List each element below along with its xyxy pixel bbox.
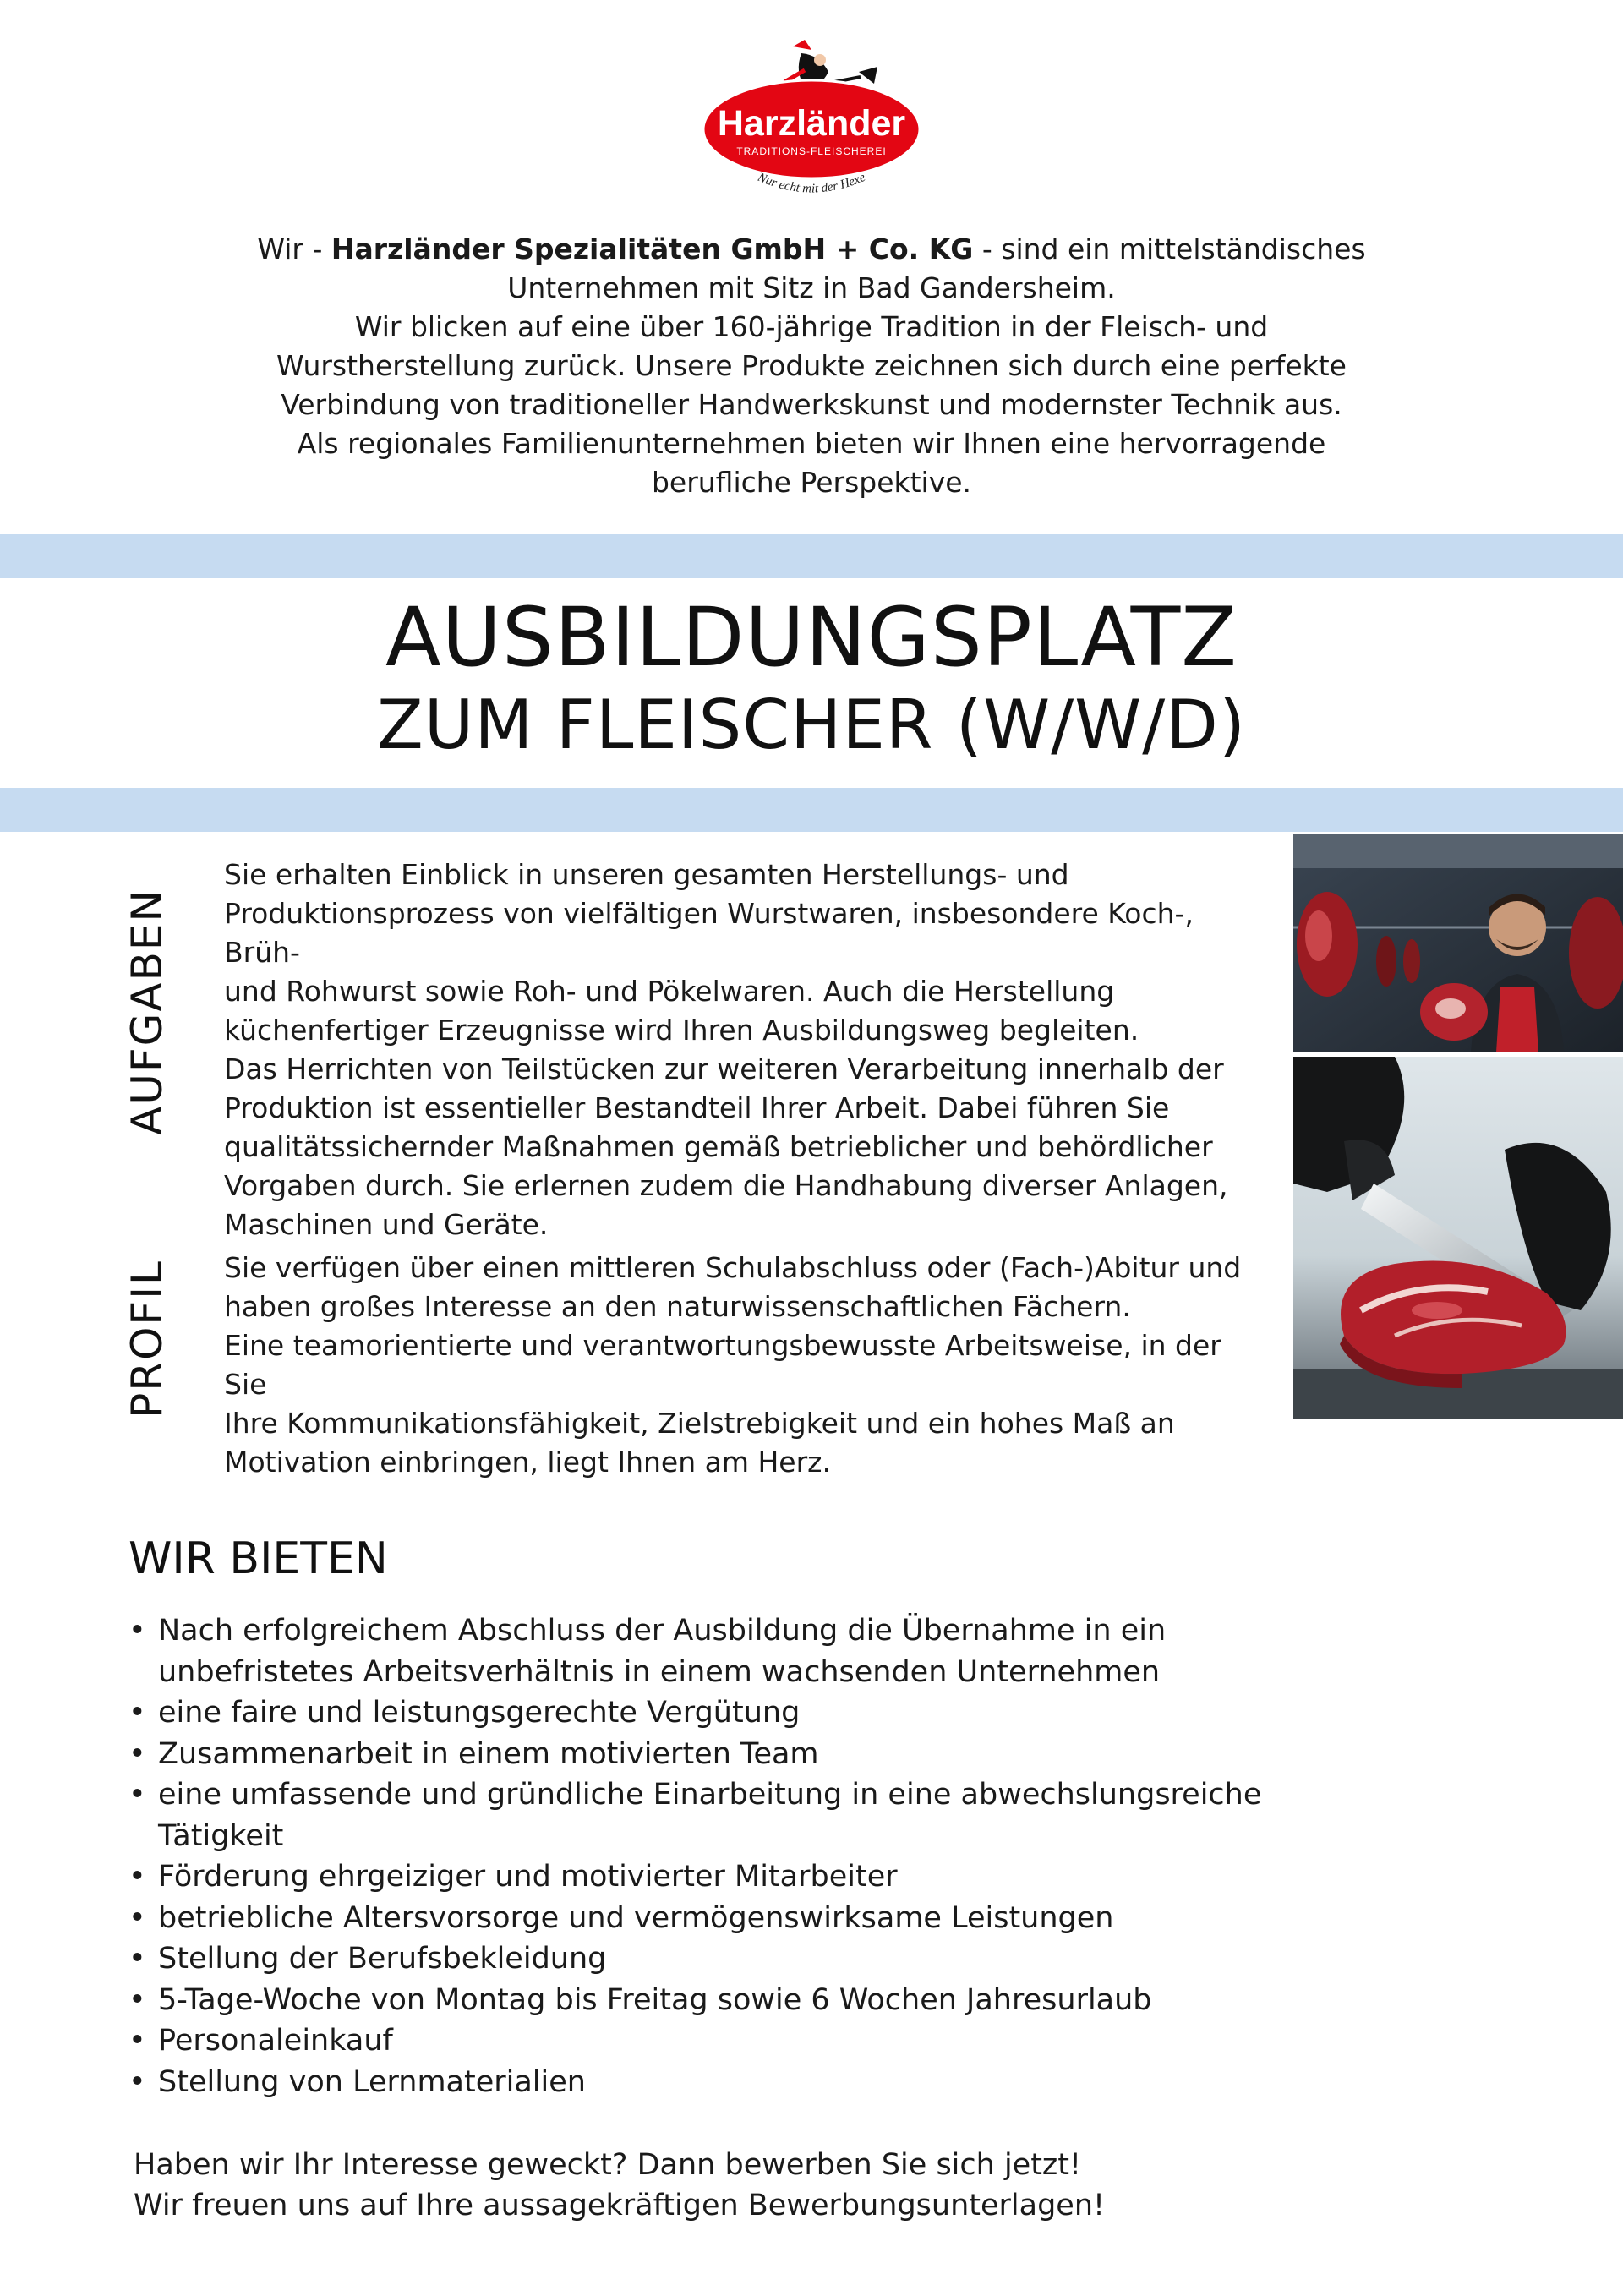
butcher-with-meat-image xyxy=(1293,834,1623,1052)
company-logo xyxy=(693,38,930,207)
profil-line: Ihre Kommunikationsfähigkeit, Zielstrebigkeit und ein hohes Maß an xyxy=(224,1407,1175,1440)
offer-item: • Zusammenarbeit in einem motivierten Team xyxy=(128,1734,1312,1775)
offer-list xyxy=(128,1610,1312,2102)
closing-text xyxy=(134,2145,1402,2226)
closing-line-2: Wir freuen uns auf Ihre aussagekräftigen Bewerbungsunterlagen! xyxy=(134,2189,1106,2222)
divider-band-bottom xyxy=(0,788,1623,832)
job-title-line-1: AUSBILDUNGSPLATZ xyxy=(385,590,1238,685)
job-title-line-2: ZUM FLEISCHER (W/W/D) xyxy=(376,686,1247,764)
harzlaender-logo-graphic xyxy=(693,38,930,207)
aufgaben-line: küchenfertiger Erzeugnisse wird Ihren Ausbildungsweg begleiten. xyxy=(224,1014,1139,1047)
profil-line: Eine teamorientierte und verantwortungsbewusste Arbeitsweise, in der Sie xyxy=(224,1329,1221,1401)
logo-tagline: Nur echt mit der Hexe xyxy=(755,170,868,196)
offer-item: • betriebliche Altersvorsorge und vermögenswirksame Leistungen xyxy=(128,1898,1312,1939)
intro-text xyxy=(254,230,1369,502)
profil-line: haben großes Interesse an den naturwissenschaftlichen Fächern. xyxy=(224,1290,1131,1323)
offer-item: • Personaleinkauf xyxy=(128,2020,1312,2062)
aufgaben-line: Produktionsprozess von vielfältigen Wurstwaren, insbesondere Koch-, Brüh- xyxy=(224,897,1194,969)
offer-title: WIR BIETEN xyxy=(128,1533,388,1584)
aufgaben-label: AUFGABEN xyxy=(123,888,172,1135)
aufgaben-line: Sie erhalten Einblick in unseren gesamten Herstellungs- und xyxy=(224,858,1069,891)
intro-line: berufliche Perspektive. xyxy=(651,466,972,499)
profil-text xyxy=(224,1249,1272,1482)
intro-line-1-end: - sind ein mittelständisches xyxy=(973,232,1366,265)
aufgaben-line: Vorgaben durch. Sie erlernen zudem die Handhabung diverser Anlagen, xyxy=(224,1169,1228,1202)
intro-prefix: Wir - xyxy=(257,232,331,265)
intro-line: Verbindung von traditioneller Handwerkskunst und modernster Technik aus. xyxy=(281,388,1342,421)
offer-item: • Stellung von Lernmaterialien xyxy=(128,2062,1312,2103)
logo-brand-text: Harzländer xyxy=(717,103,906,144)
offer-item: • Stellung der Berufsbekleidung xyxy=(128,1938,1312,1980)
intro-line: Wurstherstellung zurück. Unsere Produkte zeichnen sich durch eine perfekte xyxy=(276,349,1347,382)
intro-line: Als regionales Familienunternehmen bieten wir Ihnen eine hervorragende xyxy=(297,427,1326,460)
intro-line: Unternehmen mit Sitz in Bad Gandersheim. xyxy=(507,271,1116,304)
company-name: Harzländer Spezialitäten GmbH + Co. KG xyxy=(331,232,974,265)
aufgaben-line: Produktion ist essentieller Bestandteil Ihrer Arbeit. Dabei führen Sie xyxy=(224,1091,1170,1124)
offer-item: • 5-Tage-Woche von Montag bis Freitag sowie 6 Wochen Jahresurlaub xyxy=(128,1980,1312,2021)
aufgaben-line: und Rohwurst sowie Roh- und Pökelwaren. Auch die Herstellung xyxy=(224,975,1115,1008)
closing-line-1: Haben wir Ihr Interesse geweckt? Dann bewerben Sie sich jetzt! xyxy=(134,2148,1082,2182)
aufgaben-text xyxy=(224,856,1272,1244)
knife-cutting-beef-image xyxy=(1293,1057,1623,1419)
aufgaben-line: Maschinen und Geräte. xyxy=(224,1208,549,1241)
aufgaben-line: qualitätssichernder Maßnahmen gemäß betrieblicher und behördlicher xyxy=(224,1130,1213,1163)
offer-item: • Nach erfolgreichem Abschluss der Ausbildung die Übernahme in ein unbefristetes Arbeitsverhältnis in einem wachsenden Unternehmen xyxy=(128,1610,1312,1692)
logo-subline-text: TRADITIONS-FLEISCHEREI xyxy=(736,145,887,157)
offer-item: • Förderung ehrgeiziger und motivierter Mitarbeiter xyxy=(128,1856,1312,1898)
aufgaben-line: Das Herrichten von Teilstücken zur weiteren Verarbeitung innerhalb der xyxy=(224,1052,1224,1085)
offer-item: • eine umfassende und gründliche Einarbeitung in eine abwechslungsreiche Tätigkeit xyxy=(128,1774,1312,1856)
profil-line: Sie verfügen über einen mittleren Schulabschluss oder (Fach-)Abitur und xyxy=(224,1251,1242,1284)
divider-band-top xyxy=(0,534,1623,578)
profil-label: PROFIL xyxy=(123,1260,172,1419)
profil-line: Motivation einbringen, liegt Ihnen am Herz. xyxy=(224,1446,831,1479)
intro-line: Wir blicken auf eine über 160-jährige Tradition in der Fleisch- und xyxy=(354,310,1269,343)
offer-item: • eine faire und leistungsgerechte Vergütung xyxy=(128,1692,1312,1734)
